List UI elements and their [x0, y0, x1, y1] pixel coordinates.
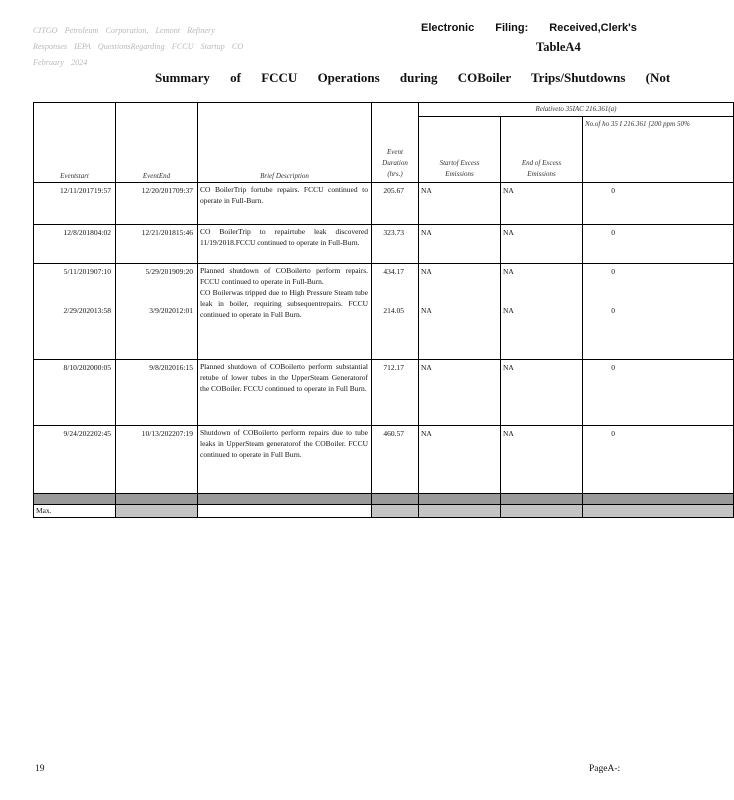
cell-end-excess: NA — [501, 426, 583, 494]
cell-end: 12/21/201815:46 — [116, 225, 198, 264]
cell-end-excess: NA — [501, 360, 583, 426]
cell-start-b: 2/29/202013:58 — [63, 306, 111, 315]
col-header-start: Eventstart — [34, 103, 116, 183]
cell-duration: 323.73 — [372, 225, 419, 264]
table-row — [34, 225, 734, 264]
table-row — [34, 360, 734, 426]
table-row — [34, 264, 734, 360]
cell-start: 9/24/202202:45 — [34, 426, 116, 494]
cell-description-b: CO Boilerwas tripped due to High Pressure Steam tube leak in boiler, requiring subsequentrepairs. FCCU continued to operate in Full Burn. — [200, 288, 368, 319]
cell-hours — [583, 183, 734, 225]
cell-start-excess: NA — [419, 183, 501, 225]
cell-hours-value: 0 — [611, 363, 615, 372]
page-title: Summary of FCCU Operations during COBoiler Trips/Shutdowns (Not — [155, 70, 671, 85]
table-row — [34, 426, 734, 494]
table-separator-row — [34, 494, 734, 505]
cell-hours — [583, 426, 734, 494]
cell-hours-value: 0 — [611, 186, 615, 195]
cell-start: 8/10/202000:05 — [34, 360, 116, 426]
page-number: 19 — [35, 764, 45, 774]
cell-end: 12/20/201709:37 — [116, 183, 198, 225]
cell-end: 10/13/202207:19 — [116, 426, 198, 494]
cell-description — [198, 264, 372, 360]
header-company-block — [33, 23, 323, 71]
cell-end-excess: NA — [501, 183, 583, 225]
header-line: CITGO Petroleum Corporation, Lemont Refinery — [33, 26, 215, 35]
cell-hours-a: 0 — [611, 267, 615, 276]
header-line: Responses IEPA QuestionsRegarding FCCU Startup CO — [33, 42, 244, 51]
cell-start-excess: NA — [419, 360, 501, 426]
col-header-description: Brief Description — [198, 103, 372, 183]
cell-duration-a: 434.17 — [383, 267, 404, 276]
col-header-end: EventEnd — [116, 103, 198, 183]
table-row — [34, 183, 734, 225]
col-header-hours: No.of ho 35 I 216.361 [200 ppm 50% — [583, 117, 734, 183]
cell-duration-b: 214.05 — [383, 306, 404, 315]
cell-end-a: 5/29/201909:20 — [145, 267, 193, 276]
cell-description: CO BoilerTrip to repairtube leak discovered 11/19/2018.FCCU continued to operate in Full-Burn. — [198, 225, 372, 264]
cell-end-excess-b: NA — [503, 306, 514, 315]
cell-hours — [583, 264, 734, 360]
cell-description-a: Planned shutdown of COBoilerto perform repairs. FCCU continued to operate in Full-Burn. — [200, 266, 368, 286]
cell-hours-value: 0 — [611, 429, 615, 438]
cell-end-excess-a: NA — [503, 267, 514, 276]
cell-start-excess: NA — [419, 225, 501, 264]
cell-start: 12/11/201719:57 — [34, 183, 116, 225]
col-header-start-excess: Startof Excess Emissions — [419, 117, 501, 183]
cell-duration: 205.67 — [372, 183, 419, 225]
page-label: PageA-: — [589, 764, 621, 774]
cell-start — [34, 264, 116, 360]
cell-duration: 712.17 — [372, 360, 419, 426]
cell-description: CO BoilerTrip fortube repairs. FCCU continued to operate in Full-Burn. — [198, 183, 372, 225]
cell-end-excess: NA — [501, 225, 583, 264]
summary-table — [33, 102, 734, 518]
filing-stamp: Electronic Filing: Received,Clerk's — [421, 22, 637, 34]
cell-hours — [583, 360, 734, 426]
max-label: Max. — [34, 505, 116, 518]
table-label: TableA4 — [536, 40, 581, 54]
cell-duration: 460.57 — [372, 426, 419, 494]
cell-description: Shutdown of COBoilerto perform repairs due to tube leaks in UpperSteam generatorof the COBoiler. FCCU continued to operate in Full Burn. — [198, 426, 372, 494]
cell-end — [116, 264, 198, 360]
cell-end: 9/8/202016:15 — [116, 360, 198, 426]
cell-description: Planned shutdown of COBoilerto perform substantial retube of lower tubes in the UpperSteam Generatorof the COBoiler. FCCU continued to operate in Full Burn. — [198, 360, 372, 426]
header-line: February 2024 — [33, 58, 88, 67]
cell-start-excess-b: NA — [421, 306, 432, 315]
table-max-row — [34, 505, 734, 518]
cell-duration — [372, 264, 419, 360]
cell-end-b: 3/9/202012:01 — [149, 306, 193, 315]
cell-hours — [583, 225, 734, 264]
col-header-duration: Event Duration (hrs.) — [372, 103, 419, 183]
cell-start: 12/8/201804:02 — [34, 225, 116, 264]
col-header-end-excess: End of Excess Emissions — [501, 117, 583, 183]
cell-start-a: 5/11/201907:10 — [63, 267, 111, 276]
cell-start-excess: NA — [419, 426, 501, 494]
cell-hours-b: 0 — [611, 306, 615, 315]
cell-hours-value: 0 — [611, 228, 615, 237]
col-group-header: Relativeto 35IAC 216.361(a) — [419, 103, 734, 117]
cell-start-excess-a: NA — [421, 267, 432, 276]
